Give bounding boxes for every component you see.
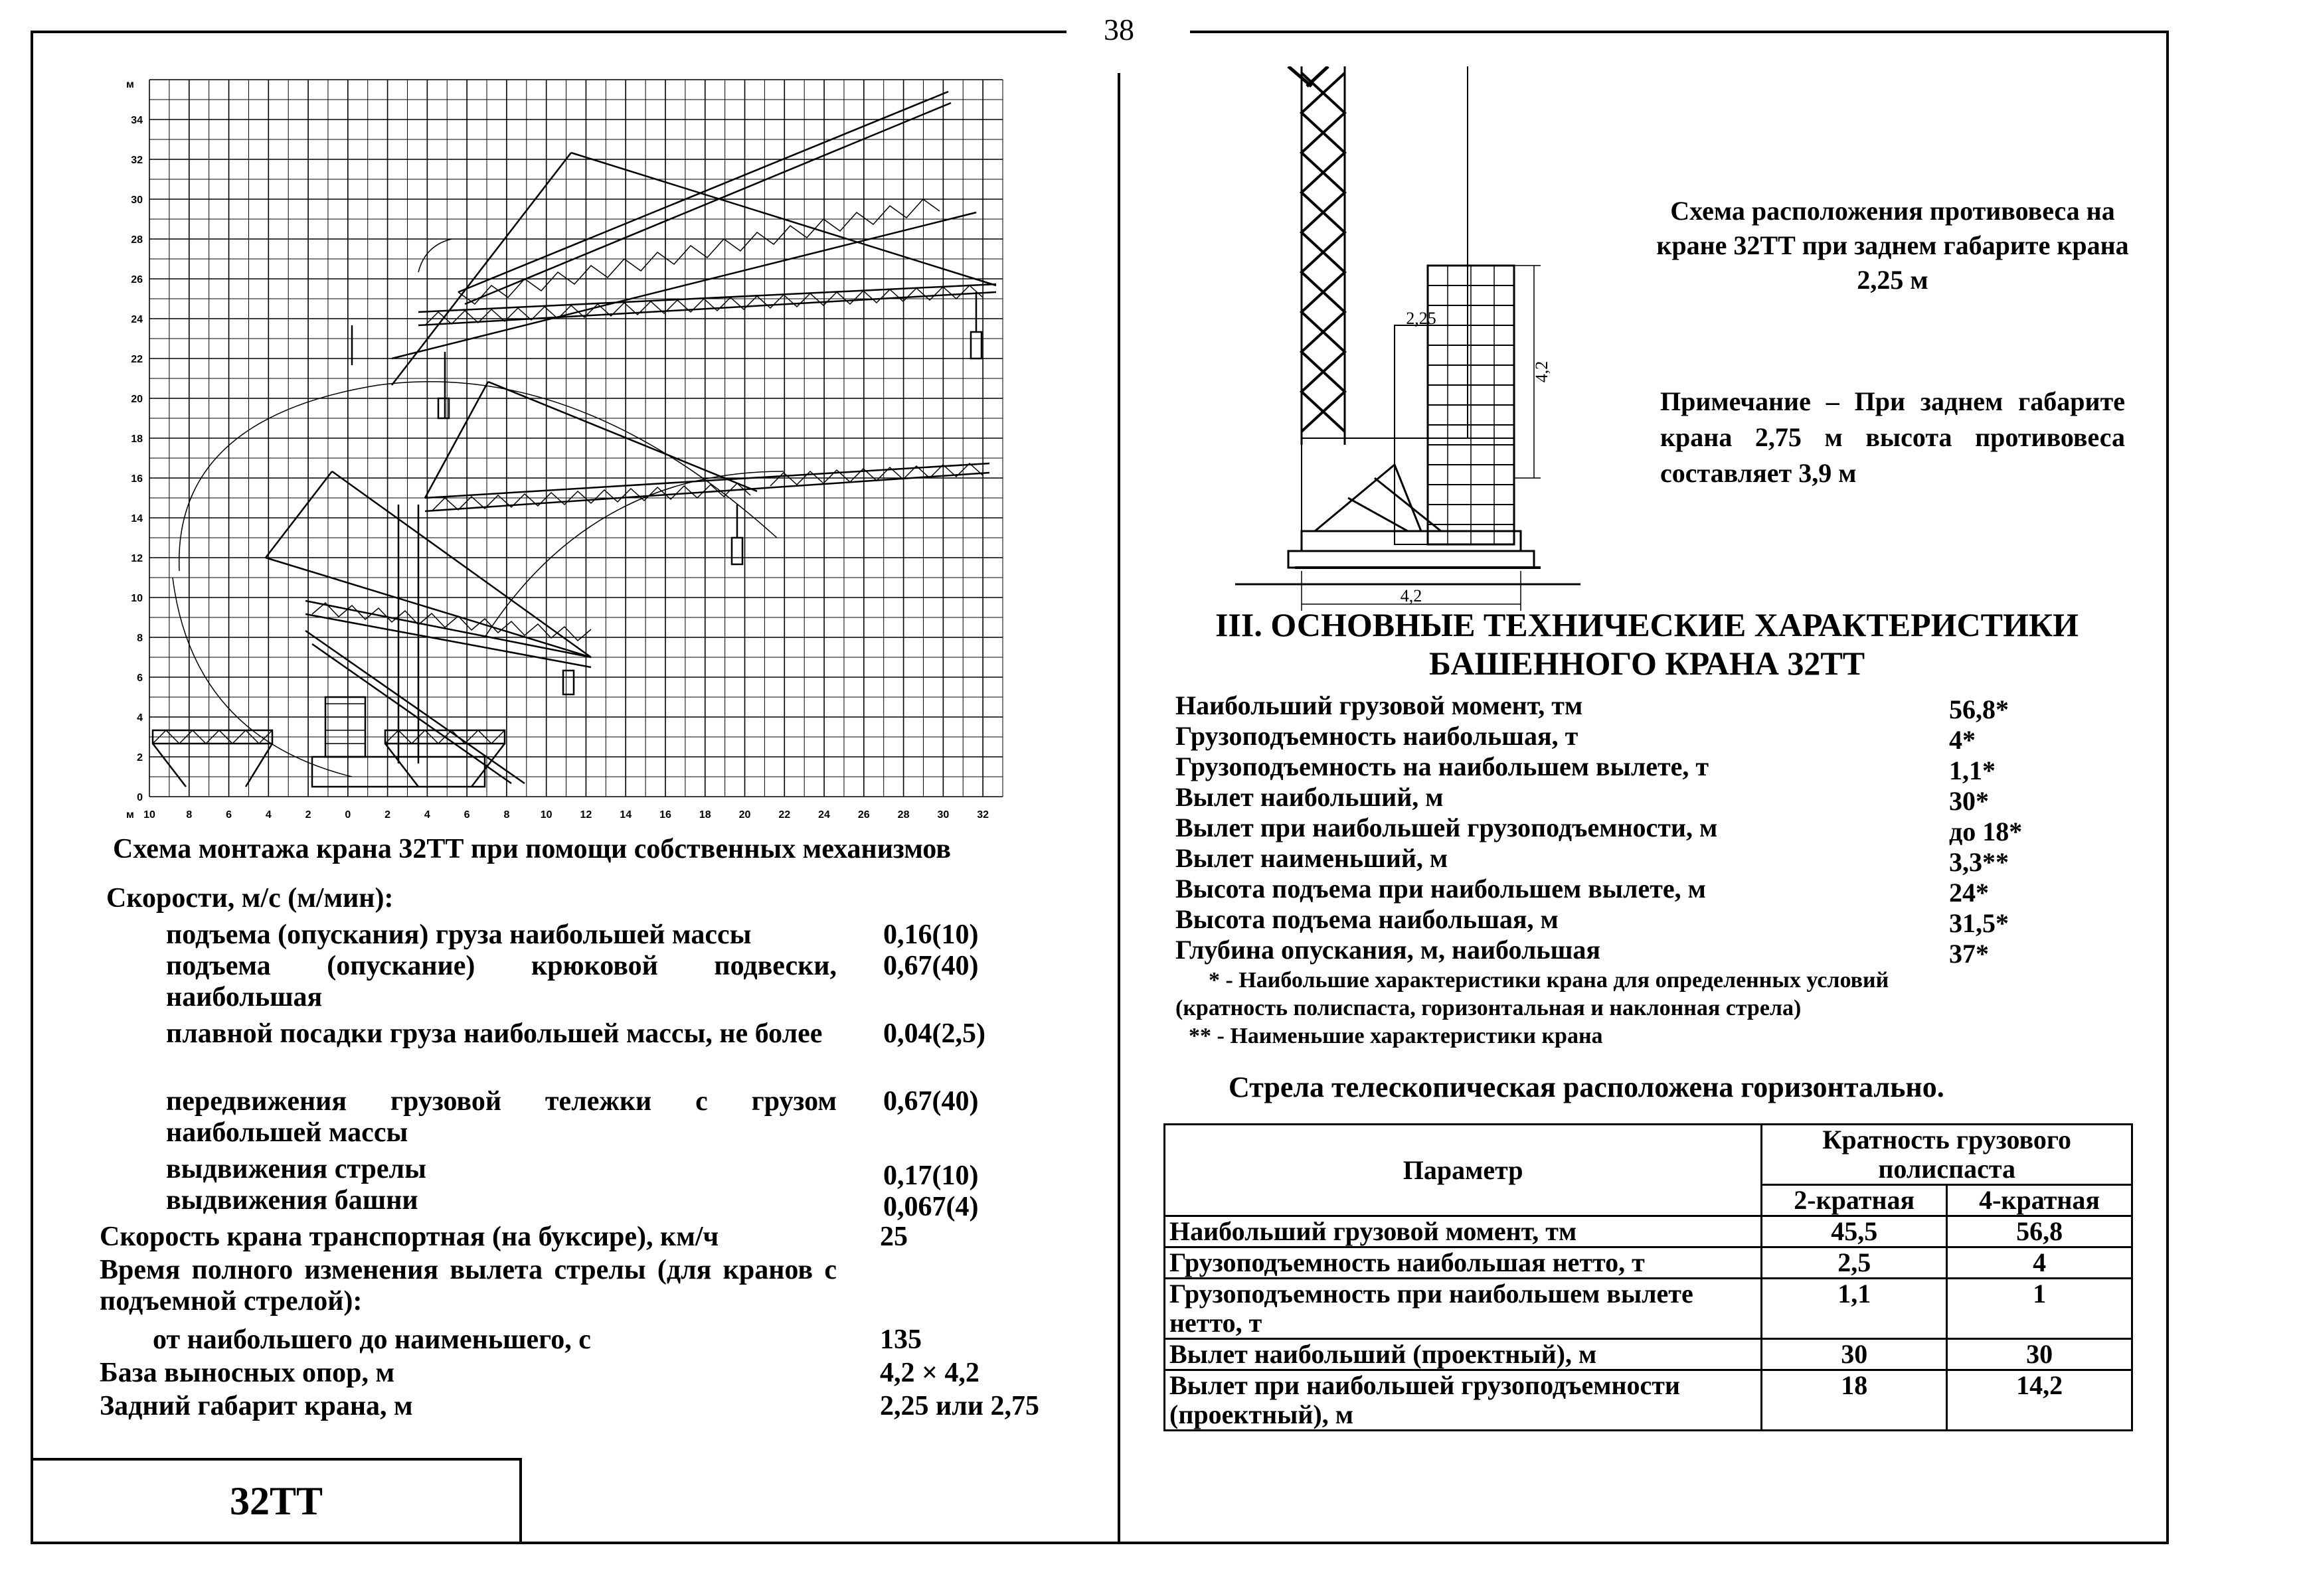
reach-change-sub-label: от наибольшего до наименьшего, с: [153, 1324, 591, 1355]
speed-value-3: 0,04(2,5): [883, 1018, 985, 1049]
montage-ticks: [126, 79, 989, 821]
y-tick-label: 12: [131, 553, 143, 564]
boom-folded-low: [153, 631, 525, 787]
counterweight-caption: Схема расположения противовеса на кране 32ТТ при заднем габарите крана 2,25 м: [1656, 196, 2129, 295]
spec-value: 37*: [1949, 939, 1989, 969]
base-label: База выносных опор, м: [100, 1358, 395, 1388]
x-tick-label: 8: [186, 809, 193, 821]
counterweight-diagram: [1222, 66, 1594, 611]
table-cell-2x: 2,5: [1762, 1247, 1947, 1279]
y-tick-label: 20: [131, 394, 143, 405]
table-cell-param: Грузоподъемность наибольшая нетто, т: [1165, 1247, 1762, 1279]
table-cell-param: Вылет наибольший (проектный), м: [1165, 1339, 1762, 1370]
x-tick-label: 10: [540, 809, 553, 821]
x-tick-label: 2: [384, 809, 391, 821]
y-tick-label: 32: [131, 155, 143, 166]
table-cell-2x: 45,5: [1762, 1216, 1947, 1247]
x-tick-label: 2: [305, 809, 311, 821]
x-tick-label: 26: [857, 809, 870, 821]
spec-value: 1,1*: [1949, 756, 1996, 785]
boom-10m: [266, 471, 591, 694]
x-tick-label: 4: [424, 809, 430, 821]
x-tick-label: 22: [778, 809, 791, 821]
y-tick-label: 8: [137, 633, 143, 644]
spec-label: Высота подъема наибольшая, м: [1175, 904, 1559, 934]
y-unit-label: м: [126, 79, 134, 90]
speed-label-6: выдвижения башни: [166, 1185, 418, 1216]
center-divider: [1118, 73, 1120, 1544]
boom-16m: [425, 382, 989, 564]
rear-size-label: Задний габарит крана, м: [100, 1391, 413, 1421]
speed-label-5: выдвижения стрелы: [166, 1154, 426, 1184]
x-unit-label: м: [126, 809, 134, 821]
x-tick-label: 18: [699, 809, 711, 821]
group-header: Кратность грузового полиспаста: [1762, 1125, 2132, 1185]
speed-label-3: плавной посадки груза наибольшей массы, не более: [166, 1018, 823, 1049]
y-tick-label: 24: [131, 314, 143, 325]
x-tick-label: 28: [897, 809, 910, 821]
x-tick-label: 16: [659, 809, 671, 821]
speed-label-2: подъема (опускание) крюковой подвески, наибольшая: [166, 951, 837, 1012]
speed-value-1: 0,16(10): [883, 919, 979, 950]
x-tick-label: 10: [143, 809, 155, 821]
reach-change-value: 135: [880, 1324, 922, 1355]
col-header-2x: 2-кратная: [1762, 1185, 1947, 1216]
x-tick-label: 6: [464, 809, 470, 821]
spec-label: Глубина опускания, м, наибольшая: [1175, 935, 1600, 965]
table-cell-param: Наибольший грузовой момент, тм: [1165, 1216, 1762, 1247]
y-tick-label: 2: [137, 752, 143, 763]
y-tick-label: 14: [131, 513, 143, 524]
counterweight-blocks: [1428, 266, 1514, 544]
x-tick-label: 4: [265, 809, 272, 821]
y-tick-label: 4: [137, 712, 143, 724]
reach-change-label: Время полного изменения вылета стрелы (для кранов с подъемной стрелой):: [100, 1255, 837, 1317]
table-cell-param: Грузоподъемность при наибольшем вылете нетто, т: [1165, 1279, 1762, 1339]
spec-label: Высота подъема при наибольшем вылете, м: [1175, 874, 1706, 904]
spec-label: Вылет наименьший, м: [1175, 843, 1448, 873]
x-tick-label: 24: [818, 809, 830, 821]
table-cell-4x: 30: [1947, 1339, 2132, 1370]
speeds-heading: Скорости, м/с (м/мин):: [106, 883, 394, 914]
montage-caption: Схема монтажа крана 32ТТ при помощи собственных механизмов: [113, 834, 951, 864]
table-row: [1165, 1279, 2132, 1339]
transport-speed-value: 25: [880, 1222, 908, 1252]
x-tick-label: 30: [937, 809, 950, 821]
telescope-note: Стрела телескопическая расположена горизонтально.: [1229, 1071, 1944, 1103]
y-tick-label: 34: [131, 115, 143, 126]
x-tick-label: 12: [580, 809, 592, 821]
table-row: [1165, 1247, 2132, 1279]
counterweight-note: Примечание – При заднем габарите крана 2,75 м высота противовеса составляет 3,9 м: [1660, 386, 2125, 488]
footnote-2: ** - Наименьшие характеристики крана: [1189, 1024, 1603, 1048]
speed-value-4: 0,67(40): [883, 1086, 979, 1117]
dim-width-label: 2,25: [1406, 309, 1436, 328]
table-cell-4x: 1: [1947, 1279, 2132, 1339]
section-title-line-2: БАШЕННОГО КРАНА 32ТТ: [1428, 645, 1865, 682]
y-tick-label: 16: [131, 473, 143, 485]
spec-value: до 18*: [1949, 817, 2023, 846]
base-value: 4,2 × 4,2: [880, 1358, 980, 1388]
speed-value-6: 0,067(4): [883, 1192, 979, 1222]
table-cell-4x: 4: [1947, 1247, 2132, 1279]
model-label-box: 32ТТ: [31, 1458, 522, 1544]
x-tick-label: 8: [503, 809, 510, 821]
footnote-1: * - Наибольшие характеристики крана для определенных условий: [1209, 968, 1889, 993]
y-tick-label: 10: [131, 593, 143, 604]
x-tick-label: 6: [226, 809, 232, 821]
transport-speed-label: Скорость крана транспортная (на буксире), км/ч: [100, 1222, 719, 1252]
y-tick-label: 30: [131, 195, 143, 206]
table-row: [1165, 1370, 2132, 1431]
y-tick-label: 0: [137, 792, 143, 803]
speed-value-2: 0,67(40): [883, 951, 979, 981]
frame-right: [2166, 31, 2169, 1544]
speed-label-1: подъема (опускания) груза наибольшей массы: [166, 919, 752, 950]
table-cell-4x: 14,2: [1947, 1370, 2132, 1431]
table-cell-4x: 56,8: [1947, 1216, 2132, 1247]
table-cell-2x: 1,1: [1762, 1279, 1947, 1339]
table-row: [1165, 1339, 2132, 1370]
frame-left: [31, 31, 33, 1544]
table-row: [1165, 1216, 2132, 1247]
spec-value: 3,3**: [1949, 847, 2009, 877]
spec-value: 30*: [1949, 786, 1989, 816]
frame-top-left: [31, 31, 1066, 33]
spec-value: 24*: [1949, 878, 1989, 908]
x-tick-label: 32: [977, 809, 989, 821]
tower-mast: [1288, 66, 1345, 445]
spec-label: Грузоподъемность наибольшая, т: [1175, 721, 1578, 751]
table-cell-param: Вылет при наибольшей грузоподъемности (проектный), м: [1165, 1370, 1762, 1431]
frame-top-right: [1190, 31, 2169, 33]
rear-size-value: 2,25 или 2,75: [880, 1391, 1039, 1421]
dim-base-label: 4,2: [1400, 586, 1422, 605]
footnote-1b: (кратность полиспаста, горизонтальная и наклонная стрела): [1175, 996, 1802, 1020]
crane-drawing: [153, 92, 996, 787]
dim-height-label: 4,2: [1532, 360, 1551, 383]
speed-value-5: 0,17(10): [883, 1160, 979, 1191]
boom-24m: [392, 153, 996, 385]
spec-label: Вылет наибольший, м: [1175, 782, 1444, 812]
spec-value: 4*: [1949, 725, 1976, 755]
section-title-line-1: III. ОСНОВНЫЕ ТЕХНИЧЕСКИЕ ХАРАКТЕРИСТИКИ: [1215, 606, 2079, 643]
param-header: Параметр: [1165, 1125, 1762, 1216]
x-tick-label: 0: [345, 809, 351, 821]
spec-label: Наибольший грузовой момент, тм: [1175, 690, 1583, 720]
page-number: 38: [1104, 13, 1134, 46]
parameter-table: [1163, 1123, 2133, 1431]
spec-value: 56,8*: [1949, 694, 2009, 724]
spec-label: Грузоподъемность на наибольшем вылете, т: [1175, 752, 1709, 781]
parameter-table-body: [1165, 1216, 2132, 1431]
y-tick-label: 26: [131, 274, 143, 285]
table-cell-2x: 18: [1762, 1370, 1947, 1431]
spec-label: Вылет при наибольшей грузоподъемности, м: [1175, 813, 1718, 842]
col-header-4x: 4-кратная: [1947, 1185, 2132, 1216]
y-tick-label: 28: [131, 234, 143, 246]
section-title: [1155, 605, 2138, 682]
x-tick-label: 20: [738, 809, 751, 821]
montage-grid: [149, 80, 1003, 797]
slewing-base: [1288, 438, 1541, 568]
speed-label-4: передвижения грузовой тележки с грузом наибольшей массы: [166, 1086, 837, 1148]
y-tick-label: 6: [137, 673, 143, 684]
y-tick-label: 18: [131, 434, 143, 445]
montage-diagram: [113, 73, 1016, 830]
y-tick-label: 22: [131, 354, 143, 365]
table-cell-2x: 30: [1762, 1339, 1947, 1370]
spec-value: 31,5*: [1949, 908, 2009, 938]
x-tick-label: 14: [620, 809, 632, 821]
